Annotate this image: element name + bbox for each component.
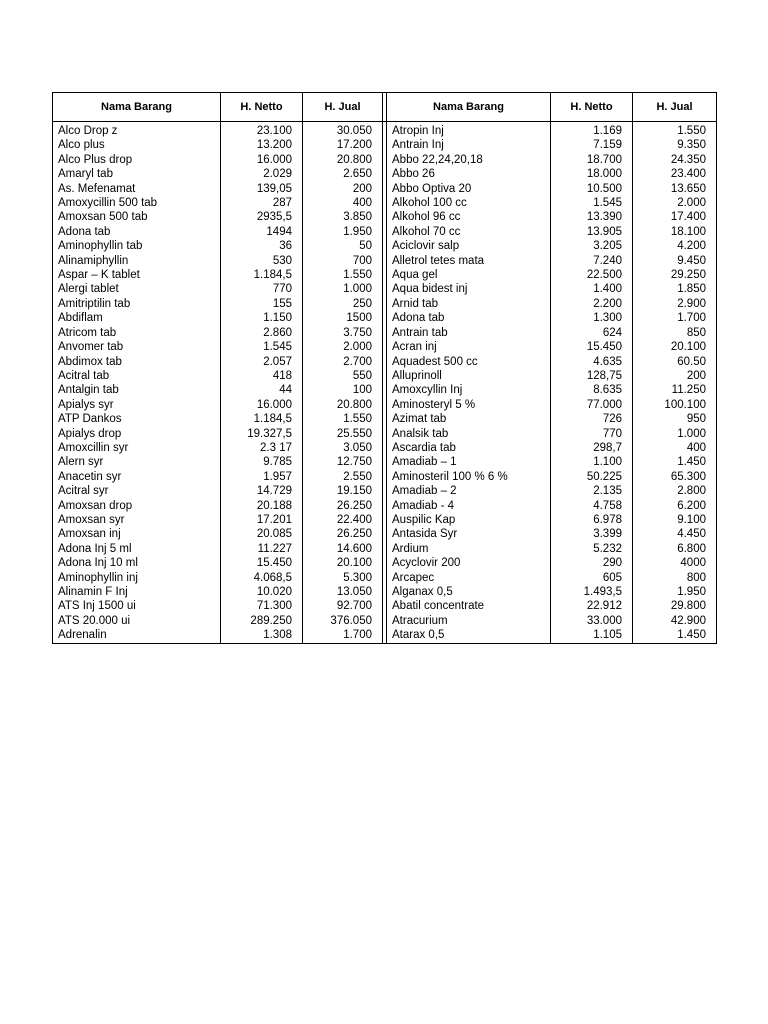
netto-right: 6.978 [551, 513, 633, 527]
jual-left: 200 [303, 182, 383, 196]
table-row [53, 427, 717, 441]
item-name-right: Antrain Inj [387, 138, 551, 152]
item-name-left: Alern syr [53, 455, 221, 469]
netto-left: 1.308 [221, 628, 303, 643]
header-h-jual-left: H. Jual [303, 93, 383, 122]
netto-left: 770 [221, 282, 303, 296]
jual-right: 2.900 [633, 297, 717, 311]
netto-left: 19.327,5 [221, 427, 303, 441]
jual-left: 20.100 [303, 556, 383, 570]
item-name-right: Alganax 0,5 [387, 585, 551, 599]
netto-right: 770 [551, 427, 633, 441]
item-name-left: Apialys drop [53, 427, 221, 441]
netto-right: 13.390 [551, 210, 633, 224]
jual-right: 950 [633, 412, 717, 426]
jual-left: 1.550 [303, 412, 383, 426]
jual-left: 250 [303, 297, 383, 311]
jual-right: 9.350 [633, 138, 717, 152]
table-row [53, 513, 717, 527]
item-name-left: Adrenalin [53, 628, 221, 643]
jual-right: 4.450 [633, 527, 717, 541]
jual-right: 1.450 [633, 628, 717, 643]
netto-right: 605 [551, 571, 633, 585]
item-name-right: Amadiab – 2 [387, 484, 551, 498]
table-row [53, 412, 717, 426]
item-name-left: Alco Plus drop [53, 153, 221, 167]
item-name-left: Alinamin F Inj [53, 585, 221, 599]
netto-left: 289.250 [221, 614, 303, 628]
netto-left: 1.957 [221, 470, 303, 484]
jual-right: 1.450 [633, 455, 717, 469]
jual-left: 30.050 [303, 122, 383, 139]
jual-left: 17.200 [303, 138, 383, 152]
netto-left: 2.029 [221, 167, 303, 181]
jual-right: 4000 [633, 556, 717, 570]
netto-left: 2.057 [221, 355, 303, 369]
item-name-left: Alco Drop z [53, 122, 221, 139]
item-name-right: Alkohol 100 cc [387, 196, 551, 210]
item-name-right: Aqua gel [387, 268, 551, 282]
netto-right: 15.450 [551, 340, 633, 354]
item-name-right: Aminosteryl 5 % [387, 398, 551, 412]
item-name-right: Acran inj [387, 340, 551, 354]
jual-right: 400 [633, 441, 717, 455]
table-header-row [53, 93, 717, 122]
jual-right: 60.50 [633, 355, 717, 369]
item-name-left: Anacetin syr [53, 470, 221, 484]
netto-right: 2.200 [551, 297, 633, 311]
item-name-right: Antrain tab [387, 326, 551, 340]
netto-left: 139,05 [221, 182, 303, 196]
netto-right: 128,75 [551, 369, 633, 383]
item-name-right: Atropin Inj [387, 122, 551, 139]
table-row [53, 542, 717, 556]
item-name-left: Alco plus [53, 138, 221, 152]
netto-left: 2.3 17 [221, 441, 303, 455]
netto-right: 1.300 [551, 311, 633, 325]
netto-right: 290 [551, 556, 633, 570]
item-name-right: Arnid tab [387, 297, 551, 311]
item-name-right: Abbo 22,24,20,18 [387, 153, 551, 167]
jual-left: 20.800 [303, 153, 383, 167]
jual-left: 2.550 [303, 470, 383, 484]
netto-right: 726 [551, 412, 633, 426]
netto-right: 2.135 [551, 484, 633, 498]
netto-right: 298,7 [551, 441, 633, 455]
netto-left: 13.200 [221, 138, 303, 152]
netto-right: 18.700 [551, 153, 633, 167]
item-name-right: Alluprinoll [387, 369, 551, 383]
jual-left: 50 [303, 239, 383, 253]
jual-right: 800 [633, 571, 717, 585]
netto-right: 1.100 [551, 455, 633, 469]
jual-left: 1.000 [303, 282, 383, 296]
netto-right: 4.635 [551, 355, 633, 369]
netto-left: 20.188 [221, 499, 303, 513]
netto-right: 22.500 [551, 268, 633, 282]
table-row [53, 571, 717, 585]
table-row [53, 297, 717, 311]
header-nama-barang-left: Nama Barang [53, 93, 221, 122]
item-name-left: Antalgin tab [53, 383, 221, 397]
item-name-right: Amadiab - 4 [387, 499, 551, 513]
jual-left: 25.550 [303, 427, 383, 441]
netto-left: 36 [221, 239, 303, 253]
jual-right: 1.700 [633, 311, 717, 325]
item-name-left: Acitral syr [53, 484, 221, 498]
jual-left: 20.800 [303, 398, 383, 412]
table-row [53, 499, 717, 513]
jual-left: 12.750 [303, 455, 383, 469]
table-row [53, 239, 717, 253]
jual-left: 2.700 [303, 355, 383, 369]
item-name-left: Adona Inj 5 ml [53, 542, 221, 556]
jual-right: 23.400 [633, 167, 717, 181]
table-row [53, 470, 717, 484]
table-row [53, 383, 717, 397]
table-row [53, 455, 717, 469]
netto-left: 23.100 [221, 122, 303, 139]
item-name-right: Alkohol 96 cc [387, 210, 551, 224]
table-row [53, 268, 717, 282]
netto-left: 44 [221, 383, 303, 397]
item-name-right: Alletrol tetes mata [387, 254, 551, 268]
table-row [53, 355, 717, 369]
netto-left: 71.300 [221, 599, 303, 613]
jual-right: 42.900 [633, 614, 717, 628]
table-row [53, 225, 717, 239]
netto-left: 17.201 [221, 513, 303, 527]
item-name-left: Alinamiphyllin [53, 254, 221, 268]
netto-left: 20.085 [221, 527, 303, 541]
item-name-left: Atricom tab [53, 326, 221, 340]
item-name-left: Amoxsan syr [53, 513, 221, 527]
header-h-jual-right: H. Jual [633, 93, 717, 122]
netto-right: 50.225 [551, 470, 633, 484]
table-row [53, 311, 717, 325]
item-name-right: Atarax 0,5 [387, 628, 551, 643]
jual-left: 3.750 [303, 326, 383, 340]
netto-left: 15.450 [221, 556, 303, 570]
table-row [53, 153, 717, 167]
item-name-right: Atracurium [387, 614, 551, 628]
jual-right: 2.000 [633, 196, 717, 210]
netto-left: 9.785 [221, 455, 303, 469]
table-row [53, 527, 717, 541]
item-name-left: Acitral tab [53, 369, 221, 383]
jual-left: 700 [303, 254, 383, 268]
netto-right: 3.399 [551, 527, 633, 541]
item-name-left: ATS Inj 1500 ui [53, 599, 221, 613]
netto-left: 287 [221, 196, 303, 210]
item-name-right: Antasida Syr [387, 527, 551, 541]
item-name-right: Amoxcyllin Inj [387, 383, 551, 397]
netto-right: 624 [551, 326, 633, 340]
item-name-right: Arcapec [387, 571, 551, 585]
jual-right: 1.550 [633, 122, 717, 139]
jual-right: 1.950 [633, 585, 717, 599]
jual-right: 6.200 [633, 499, 717, 513]
netto-right: 1.493,5 [551, 585, 633, 599]
item-name-right: Abbo Optiva 20 [387, 182, 551, 196]
table-row [53, 398, 717, 412]
item-name-left: Amitriptilin tab [53, 297, 221, 311]
jual-left: 26.250 [303, 527, 383, 541]
netto-right: 1.169 [551, 122, 633, 139]
item-name-left: Adona Inj 10 ml [53, 556, 221, 570]
jual-right: 9.100 [633, 513, 717, 527]
jual-left: 1500 [303, 311, 383, 325]
item-name-right: Auspilic Kap [387, 513, 551, 527]
jual-right: 1.850 [633, 282, 717, 296]
jual-left: 2.000 [303, 340, 383, 354]
item-name-left: Aminophyllin inj [53, 571, 221, 585]
jual-right: 18.100 [633, 225, 717, 239]
table-row [53, 599, 717, 613]
item-name-left: Aminophyllin tab [53, 239, 221, 253]
header-h-netto-right: H. Netto [551, 93, 633, 122]
netto-left: 10.020 [221, 585, 303, 599]
table-row [53, 340, 717, 354]
netto-right: 1.545 [551, 196, 633, 210]
table-row [53, 484, 717, 498]
item-name-right: Ardium [387, 542, 551, 556]
netto-right: 8.635 [551, 383, 633, 397]
item-name-right: Amadiab – 1 [387, 455, 551, 469]
table-row [53, 282, 717, 296]
jual-left: 376.050 [303, 614, 383, 628]
item-name-left: Alergi tablet [53, 282, 221, 296]
netto-left: 16.000 [221, 398, 303, 412]
item-name-right: Abbo 26 [387, 167, 551, 181]
price-list-table [52, 92, 717, 644]
netto-left: 418 [221, 369, 303, 383]
netto-right: 4.758 [551, 499, 633, 513]
netto-right: 1.400 [551, 282, 633, 296]
item-name-left: ATP Dankos [53, 412, 221, 426]
jual-left: 1.550 [303, 268, 383, 282]
item-name-left: Amaryl tab [53, 167, 221, 181]
netto-left: 11.227 [221, 542, 303, 556]
item-name-right: Aquadest 500 cc [387, 355, 551, 369]
table-body [53, 122, 717, 644]
jual-left: 5.300 [303, 571, 383, 585]
jual-left: 550 [303, 369, 383, 383]
netto-left: 2.860 [221, 326, 303, 340]
item-name-left: Amoxsan 500 tab [53, 210, 221, 224]
netto-left: 16.000 [221, 153, 303, 167]
table-row [53, 254, 717, 268]
item-name-left: Adona tab [53, 225, 221, 239]
table-row [53, 369, 717, 383]
header-h-netto-left: H. Netto [221, 93, 303, 122]
netto-right: 3.205 [551, 239, 633, 253]
item-name-right: Aqua bidest inj [387, 282, 551, 296]
netto-right: 22.912 [551, 599, 633, 613]
table-row [53, 122, 717, 139]
jual-right: 1.000 [633, 427, 717, 441]
table-row [53, 326, 717, 340]
netto-left: 1.545 [221, 340, 303, 354]
item-name-left: Aspar – K tablet [53, 268, 221, 282]
jual-left: 3.050 [303, 441, 383, 455]
item-name-left: Anvomer tab [53, 340, 221, 354]
jual-right: 6.800 [633, 542, 717, 556]
item-name-right: Acyclovir 200 [387, 556, 551, 570]
jual-right: 29.800 [633, 599, 717, 613]
netto-left: 1.150 [221, 311, 303, 325]
table-row [53, 614, 717, 628]
item-name-right: Alkohol 70 cc [387, 225, 551, 239]
netto-left: 1494 [221, 225, 303, 239]
jual-left: 2.650 [303, 167, 383, 181]
item-name-right: Analsik tab [387, 427, 551, 441]
item-name-right: Aminosteril 100 % 6 % [387, 470, 551, 484]
table-row [53, 441, 717, 455]
jual-left: 100 [303, 383, 383, 397]
item-name-left: Apialys syr [53, 398, 221, 412]
netto-left: 14.729 [221, 484, 303, 498]
table-row [53, 167, 717, 181]
jual-left: 26.250 [303, 499, 383, 513]
table-row [53, 210, 717, 224]
jual-right: 11.250 [633, 383, 717, 397]
item-name-left: Abdiflam [53, 311, 221, 325]
item-name-right: Abatil concentrate [387, 599, 551, 613]
item-name-right: Aciclovir salp [387, 239, 551, 253]
netto-left: 4.068,5 [221, 571, 303, 585]
jual-right: 17.400 [633, 210, 717, 224]
table-row [53, 585, 717, 599]
jual-left: 13.050 [303, 585, 383, 599]
jual-right: 20.100 [633, 340, 717, 354]
table-row [53, 556, 717, 570]
netto-right: 77.000 [551, 398, 633, 412]
item-name-left: Amoxsan inj [53, 527, 221, 541]
jual-right: 29.250 [633, 268, 717, 282]
netto-right: 1.105 [551, 628, 633, 643]
jual-left: 3.850 [303, 210, 383, 224]
jual-right: 850 [633, 326, 717, 340]
table-row [53, 196, 717, 210]
jual-left: 400 [303, 196, 383, 210]
jual-right: 9.450 [633, 254, 717, 268]
jual-left: 22.400 [303, 513, 383, 527]
jual-right: 65.300 [633, 470, 717, 484]
jual-right: 100.100 [633, 398, 717, 412]
netto-left: 155 [221, 297, 303, 311]
jual-right: 24.350 [633, 153, 717, 167]
item-name-left: Abdimox tab [53, 355, 221, 369]
netto-right: 7.240 [551, 254, 633, 268]
netto-right: 5.232 [551, 542, 633, 556]
netto-right: 13.905 [551, 225, 633, 239]
netto-right: 10.500 [551, 182, 633, 196]
jual-left: 1.950 [303, 225, 383, 239]
item-name-left: Amoxycillin 500 tab [53, 196, 221, 210]
item-name-left: As. Mefenamat [53, 182, 221, 196]
netto-left: 530 [221, 254, 303, 268]
jual-left: 14.600 [303, 542, 383, 556]
item-name-left: Amoxcillin syr [53, 441, 221, 455]
jual-right: 200 [633, 369, 717, 383]
table-row [53, 138, 717, 152]
jual-right: 2.800 [633, 484, 717, 498]
table-row [53, 628, 717, 643]
item-name-right: Adona tab [387, 311, 551, 325]
jual-left: 1.700 [303, 628, 383, 643]
netto-left: 1.184,5 [221, 412, 303, 426]
netto-right: 7.159 [551, 138, 633, 152]
item-name-right: Azimat tab [387, 412, 551, 426]
item-name-left: ATS 20.000 ui [53, 614, 221, 628]
jual-right: 4.200 [633, 239, 717, 253]
table-row [53, 182, 717, 196]
netto-left: 1.184,5 [221, 268, 303, 282]
jual-right: 13.650 [633, 182, 717, 196]
item-name-right: Ascardia tab [387, 441, 551, 455]
jual-left: 92.700 [303, 599, 383, 613]
netto-left: 2935,5 [221, 210, 303, 224]
netto-right: 18.000 [551, 167, 633, 181]
netto-right: 33.000 [551, 614, 633, 628]
item-name-left: Amoxsan drop [53, 499, 221, 513]
jual-left: 19.150 [303, 484, 383, 498]
header-nama-barang-right: Nama Barang [387, 93, 551, 122]
